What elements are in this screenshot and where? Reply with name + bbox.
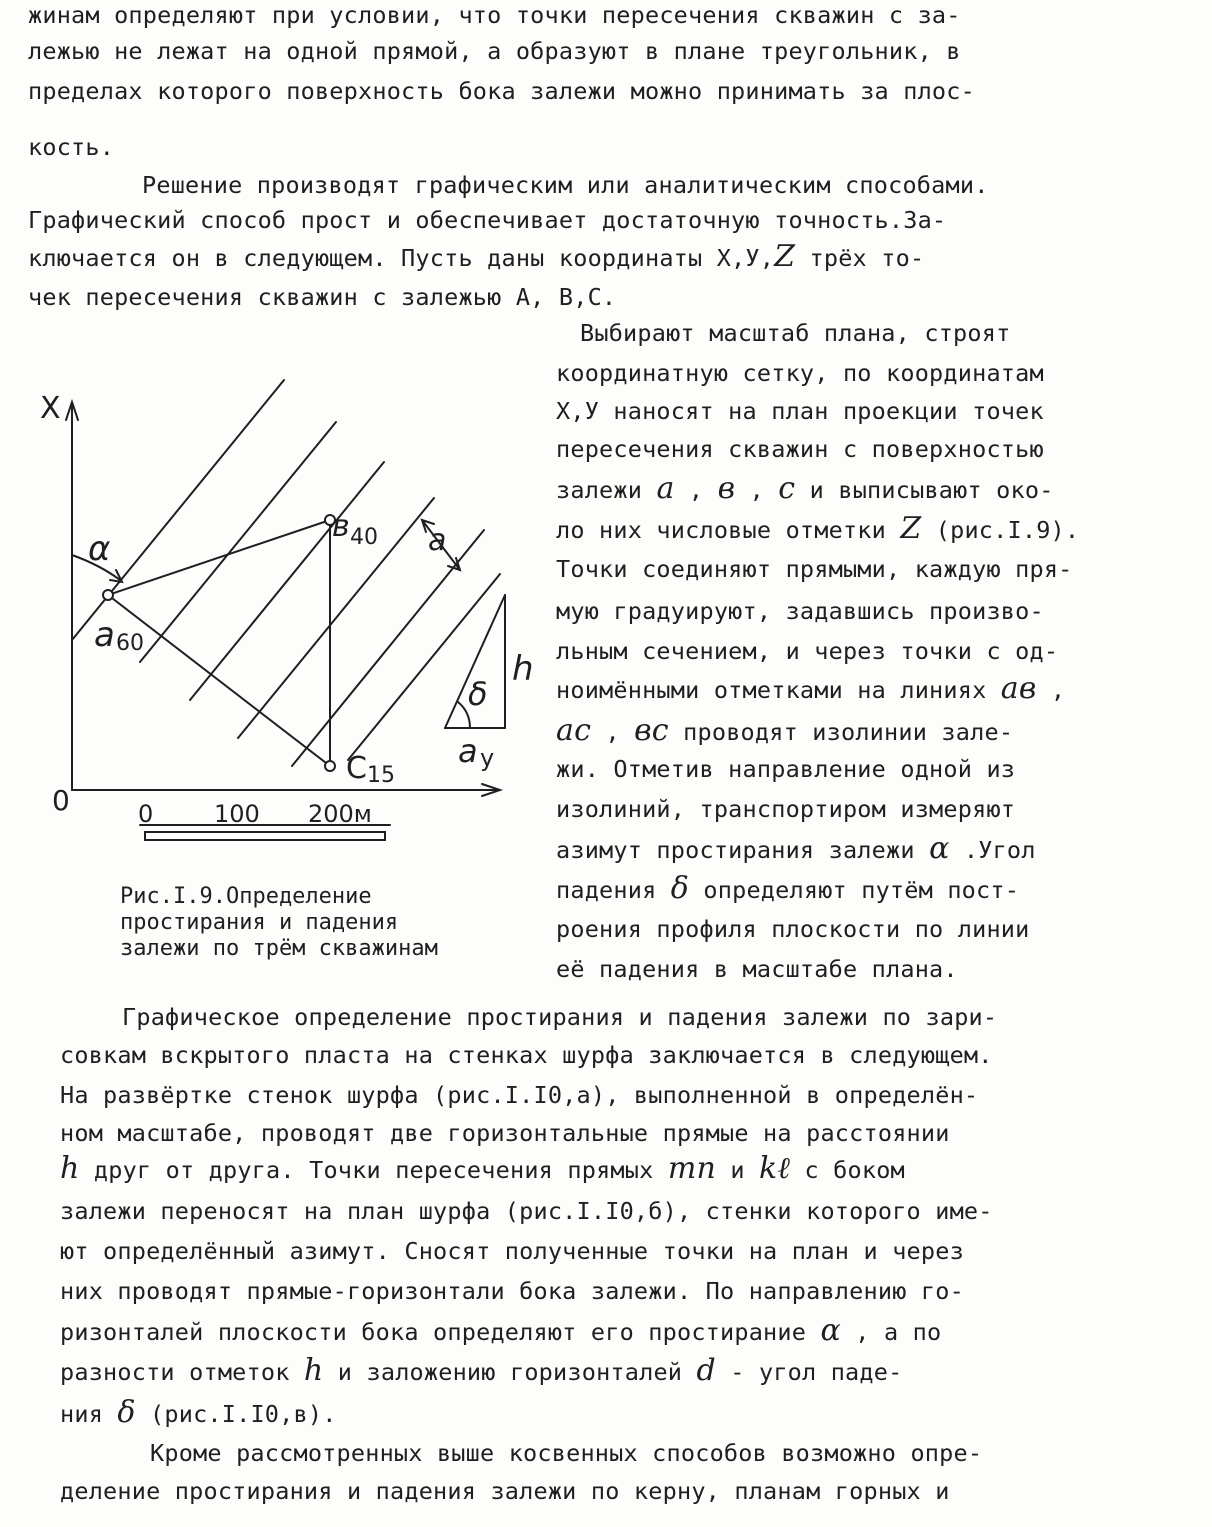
- text-fragment: азимут простирания залежи: [556, 836, 930, 864]
- text-line: льным сечением, и через точки с од-: [556, 637, 1059, 665]
- strike-dip-diagram: [30, 370, 540, 860]
- text-fragment: ноимёнными отметками на линиях: [556, 676, 1001, 704]
- text-fragment: разности отметок: [60, 1358, 304, 1386]
- text-fragment: друг от друга. Точки пересечения прямых: [79, 1156, 668, 1184]
- text-fragment: ло них числовые отметки: [556, 516, 901, 544]
- d-symbol: d: [696, 1353, 716, 1388]
- text-line: [556, 831, 1036, 866]
- text-line: На развёртке стенок шурфа (рис.I.I0,а), выполненной в определён-: [60, 1081, 979, 1109]
- text-fragment: .Угол: [949, 836, 1036, 864]
- x-axis-label: X: [40, 391, 61, 426]
- text-fragment: ,: [1036, 676, 1066, 704]
- distance-a-label: a: [428, 523, 447, 558]
- text-line: ют определённый азимут. Сносят полученные точки на план и через: [60, 1237, 964, 1265]
- point-a-label: a: [94, 615, 115, 655]
- text-fragment: определяют путём пост-: [689, 876, 1020, 904]
- text-fragment: - угол паде-: [715, 1358, 903, 1386]
- alpha-symbol: α: [929, 831, 950, 866]
- figure-caption-line: Рис.I.9.Определение: [120, 884, 372, 909]
- point-c-mark: 15: [367, 763, 395, 788]
- text-line: мую градуируют, задавшись произво-: [556, 597, 1044, 625]
- mn-symbol: mn: [667, 1151, 716, 1186]
- point-a-marker: [103, 590, 113, 600]
- text-fragment: ключается он в следующем. Пусть даны координаты X,У,: [28, 244, 775, 272]
- point-c-label: C: [346, 751, 367, 786]
- text-line: Графический способ прост и обеспечивает достаточную точность.За-: [28, 206, 947, 234]
- text-line: её падения в масштабе плана.: [556, 955, 958, 983]
- text-fragment: ,: [674, 476, 718, 504]
- text-line: [28, 239, 925, 274]
- triangle-y-label: y: [480, 744, 495, 772]
- text-line: ном масштабе, проводят две горизонтальные прямые на расстоянии: [60, 1119, 950, 1147]
- text-fragment: ,: [735, 476, 779, 504]
- text-line: Решение производят графическим или аналитическим способами.: [142, 171, 989, 199]
- point-b-mark: 40: [350, 525, 378, 550]
- text-line: залежи переносят на план шурфа (рис.I.I0,б), стенки которого име-: [60, 1197, 993, 1225]
- text-line: [60, 1151, 905, 1186]
- isoline: [292, 530, 484, 766]
- point-b-symbol: в: [717, 471, 736, 506]
- text-fragment: и: [715, 1156, 760, 1184]
- text-line: жи. Отметив направление одной из: [556, 755, 1016, 783]
- text-line: X,У наносят на план проекции точек: [556, 397, 1044, 425]
- text-line: чек пересечения скважин с залежью А, В,С.: [28, 283, 617, 311]
- point-c-marker: [325, 761, 335, 771]
- triangle-h-label: h: [512, 649, 534, 689]
- text-fragment: ,: [591, 718, 635, 746]
- text-line: [556, 671, 1066, 706]
- point-a-mark: 60: [116, 631, 144, 656]
- delta-symbol: δ: [117, 1395, 136, 1430]
- alpha-label: α: [88, 529, 111, 569]
- delta-symbol: δ: [670, 871, 690, 906]
- line-ab-symbol: aв: [1000, 671, 1037, 706]
- text-line: [60, 1353, 903, 1388]
- z-symbol: Z: [774, 239, 796, 274]
- text-fragment: трёх то-: [795, 244, 925, 272]
- h-symbol: h: [303, 1353, 324, 1388]
- line-ac: [108, 595, 330, 766]
- text-fragment: падения: [556, 876, 671, 904]
- text-line: них проводят прямые-горизонтали бока залежи. По направлению го-: [60, 1277, 964, 1305]
- text-line: деление простирания и падения залежи по керну, планам горных и: [60, 1477, 950, 1505]
- z-symbol: Z: [900, 511, 922, 546]
- text-line: роения профиля плоскости по линии: [556, 915, 1030, 943]
- text-line: пересечения скважин с поверхностью: [556, 435, 1044, 463]
- isoline: [140, 422, 336, 662]
- text-fragment: и заложению горизонталей: [323, 1358, 697, 1386]
- text-fragment: и выписывают око-: [795, 476, 1054, 504]
- text-line: [556, 511, 1080, 546]
- text-line: жинам определяют при условии, что точки пересечения скважин с за-: [28, 1, 961, 29]
- text-fragment: (рис.I.I0,в).: [135, 1400, 337, 1428]
- text-line: кость.: [28, 133, 115, 161]
- line-bc-symbol: вc: [634, 713, 669, 748]
- text-line: Графическое определение простирания и падения залежи по зари-: [122, 1003, 998, 1031]
- scale-label-200: 200м: [308, 800, 372, 828]
- triangle-a-label: a: [458, 732, 478, 770]
- text-line: Выбирают масштаб плана, строят: [580, 319, 1011, 347]
- kl-symbol: kℓ: [759, 1151, 791, 1186]
- text-line: [556, 471, 1054, 506]
- figure-caption-line: залежи по трём скважинам: [120, 936, 438, 961]
- scale-label-100: 100: [214, 800, 260, 828]
- text-line: лежью не лежат на одной прямой, а образуют в плане треугольник, в: [28, 37, 961, 65]
- isoline: [190, 462, 384, 700]
- text-line: [60, 1313, 942, 1348]
- point-c-symbol: c: [778, 471, 796, 506]
- text-line: [60, 1395, 337, 1430]
- isoline: [72, 380, 284, 640]
- h-symbol: h: [60, 1151, 80, 1186]
- text-line: совкам вскрытого пласта на стенках шурфа заключается в следующем.: [60, 1041, 993, 1069]
- text-fragment: ния: [60, 1400, 118, 1428]
- text-fragment: проводят изолинии зале-: [668, 718, 1014, 746]
- triangle-delta-label: δ: [468, 675, 488, 713]
- text-fragment: , а по: [840, 1318, 942, 1346]
- scale-label-0: 0: [138, 800, 154, 828]
- text-line: Точки соединяют прямыми, каждую пря-: [556, 555, 1073, 583]
- text-fragment: ризонталей плоскости бока определяют его простирание: [60, 1318, 821, 1346]
- point-b-label: в: [332, 509, 350, 544]
- line-ab: [108, 520, 330, 595]
- origin-label: 0: [52, 784, 70, 817]
- scale-bar: [145, 832, 385, 840]
- text-line: [556, 713, 1014, 748]
- text-line: Кроме рассмотренных выше косвенных способов возможно опре-: [150, 1439, 983, 1467]
- text-line: координатную сетку, по координатам: [556, 359, 1044, 387]
- text-fragment: (рис.I.9).: [921, 516, 1080, 544]
- text-line: пределах которого поверхность бока залежи можно принимать за плос-: [28, 77, 975, 105]
- text-fragment: залежи: [556, 476, 657, 504]
- point-a-symbol: a: [656, 471, 675, 506]
- text-fragment: с боком: [790, 1156, 905, 1184]
- figure-caption-line: простирания и падения: [120, 910, 399, 935]
- text-line: [556, 871, 1020, 906]
- alpha-symbol: α: [820, 1313, 841, 1348]
- text-line: изолиний, транспортиром измеряют: [556, 795, 1016, 823]
- line-ac-symbol: ac: [556, 713, 592, 748]
